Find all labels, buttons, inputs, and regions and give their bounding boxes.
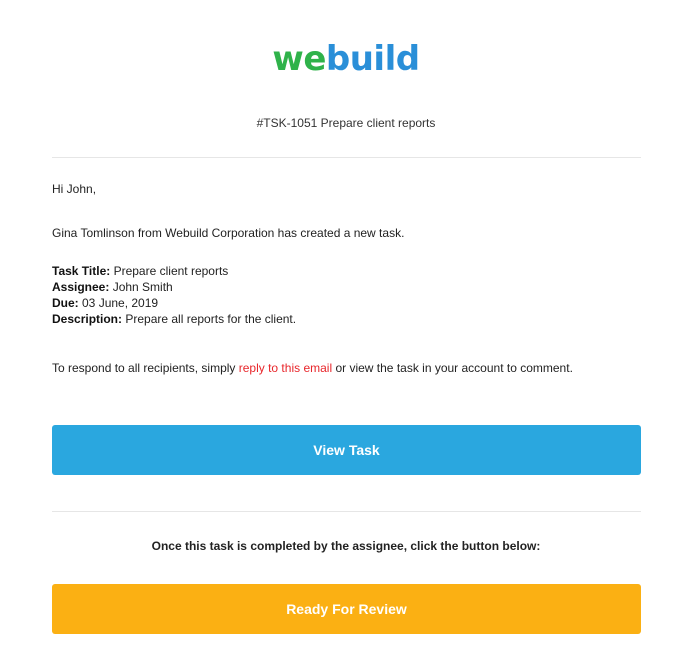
task-title-label: Task Title: (52, 264, 111, 278)
intro-text: Gina Tomlinson from Webuild Corporation has created a new task. (52, 226, 405, 240)
task-title-value: Prepare client reports (110, 264, 229, 278)
divider-top (52, 157, 641, 158)
respond-text (52, 360, 641, 376)
respond-text-after: or view the task in your account to comment. (332, 361, 573, 375)
reply-email-link[interactable]: reply to this email (238, 361, 333, 375)
task-subject: #TSK-1051 Prepare client reports (256, 116, 436, 130)
logo-part-we: we (272, 39, 326, 79)
description-value: Prepare all reports for the client. (122, 312, 297, 326)
divider-bottom (52, 511, 641, 512)
assignee-row (52, 279, 641, 295)
task-details (52, 263, 641, 327)
ready-for-review-button[interactable]: Ready For Review (52, 584, 641, 634)
webuild-logo (0, 38, 692, 80)
description-row (52, 311, 641, 327)
logo-part-build: build (325, 39, 420, 79)
review-note: Once this task is completed by the assignee, click the button below: (151, 539, 541, 553)
respond-text-before: To respond to all recipients, simply (52, 361, 239, 375)
description-label: Description: (52, 312, 123, 326)
view-task-button[interactable]: View Task (52, 425, 641, 475)
task-title-row (52, 263, 641, 279)
due-value: 03 June, 2019 (78, 296, 159, 310)
greeting: Hi John, (52, 182, 97, 196)
due-label: Due: (52, 296, 79, 310)
assignee-value: John Smith (109, 280, 173, 294)
due-row (52, 295, 641, 311)
assignee-label: Assignee: (52, 280, 110, 294)
